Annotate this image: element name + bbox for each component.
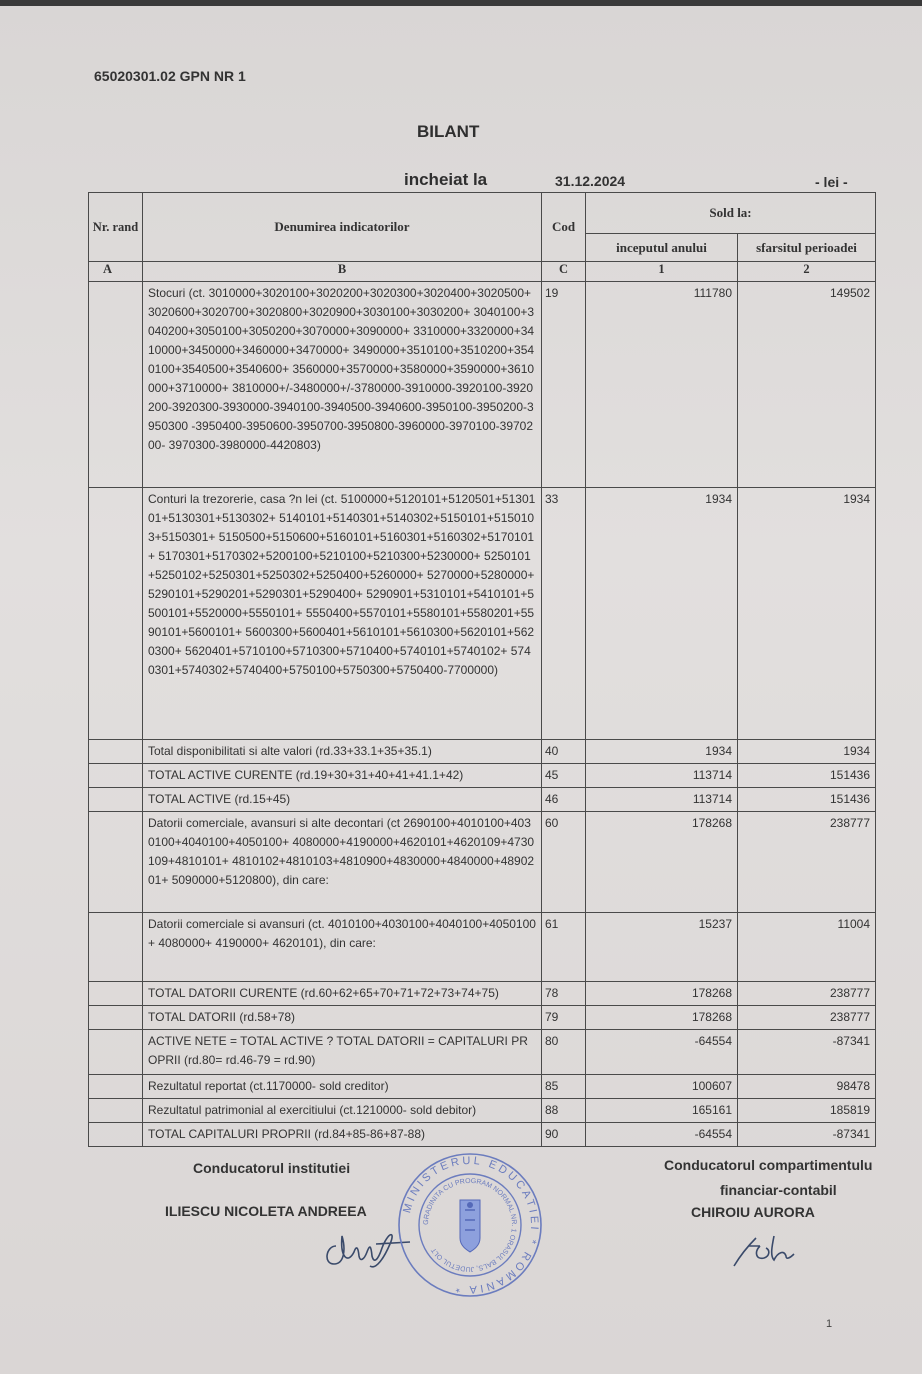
table-row (89, 740, 876, 764)
row-code: 45 (542, 764, 586, 788)
row-code: 33 (542, 488, 586, 740)
balance-sheet-table (88, 192, 876, 1147)
finance-head-role-line2: financiar-contabil (720, 1182, 837, 1198)
row-description: Conturi la trezorerie, casa ?n lei (ct. 5100000+5120101+5120501+5130101+5130301+5130302+ 5140101+5140301+5140302+5150101+5150103+5150301+ 5150500+5150600+5160101+5160301+5160302+5170101+ 5170301+5170302+5200100+5210100+5210300+5230000+ 5250101+5250102+5250301+5250302+5250400+5260000+ 5270000+5280000+5290101+5290201+5290301+5290400+ 5290901+5310101+5410101+5500101+5520000+5550101+ 5550400+5570101+5580101+5580201+5590101+5600101+ 5600300+5600401+5610101+5610300+5620101+5620300+ 5620401+5710100+5710300+5710400+5740101+5740102+ 5740301+5740302+5740400+5750100+5750300+5750400-7700000) (143, 488, 542, 740)
table-row (89, 1099, 876, 1123)
table-row (89, 788, 876, 812)
row-code: 90 (542, 1123, 586, 1147)
header-balance-at: Sold la: (586, 193, 876, 234)
row-end-of-period-value: 1934 (738, 488, 876, 740)
row-number (89, 913, 143, 982)
row-number (89, 740, 143, 764)
row-start-of-year-value: -64554 (586, 1123, 738, 1147)
row-code: 60 (542, 812, 586, 913)
row-start-of-year-value: 1934 (586, 740, 738, 764)
row-number (89, 982, 143, 1006)
row-number (89, 764, 143, 788)
row-start-of-year-value: 178268 (586, 812, 738, 913)
table-row (89, 982, 876, 1006)
row-start-of-year-value: 111780 (586, 282, 738, 488)
institution-stamp (395, 1150, 545, 1300)
header-start-of-year: inceputul anului (586, 234, 738, 262)
row-code: 79 (542, 1006, 586, 1030)
header-row-no: Nr. rand (89, 193, 143, 262)
row-end-of-period-value: 11004 (738, 913, 876, 982)
row-number (89, 1099, 143, 1123)
row-end-of-period-value: -87341 (738, 1030, 876, 1075)
table-row (89, 1030, 876, 1075)
finance-head-signature (730, 1232, 810, 1272)
column-letter-2: 2 (738, 262, 876, 282)
row-description: TOTAL CAPITALURI PROPRII (rd.84+85-86+87-88) (143, 1123, 542, 1147)
concluded-label: incheiat la (404, 170, 488, 189)
row-end-of-period-value: 151436 (738, 788, 876, 812)
report-date: 31.12.2024 (555, 173, 626, 189)
stamp-inner-text: GRADINITA CU PROGRAM NORMAL NR. 1 ORASUL BALS, JUDETUL OLT (422, 1177, 518, 1273)
row-start-of-year-value: 100607 (586, 1075, 738, 1099)
row-code: 46 (542, 788, 586, 812)
header-code: Cod (542, 193, 586, 262)
row-code: 78 (542, 982, 586, 1006)
row-description: Datorii comerciale, avansuri si alte decontari (ct 2690100+4010100+4030100+4040100+4050100+ 4080000+4190000+4620101+4620109+4730109+4810101+ 4810102+4810103+4810900+4830000+4840000+4890201+ 5090000+5120800), din care: (143, 812, 542, 913)
row-number (89, 282, 143, 488)
institution-head-role: Conducatorul institutiei (193, 1160, 351, 1176)
row-number (89, 1075, 143, 1099)
table-row (89, 1075, 876, 1099)
row-start-of-year-value: 1934 (586, 488, 738, 740)
row-start-of-year-value: -64554 (586, 1030, 738, 1075)
column-letter-1: 1 (586, 262, 738, 282)
row-description: ACTIVE NETE = TOTAL ACTIVE ? TOTAL DATORII = CAPITALURI PROPRII (rd.80= rd.46-79 = rd.90) (143, 1030, 542, 1075)
row-description: TOTAL ACTIVE (rd.15+45) (143, 788, 542, 812)
row-number (89, 1006, 143, 1030)
table-row (89, 764, 876, 788)
row-number (89, 788, 143, 812)
row-code: 40 (542, 740, 586, 764)
row-number (89, 488, 143, 740)
column-letter-a: A (89, 262, 143, 282)
row-code: 85 (542, 1075, 586, 1099)
header-end-of-period: sfarsitul perioadei (738, 234, 876, 262)
row-start-of-year-value: 113714 (586, 788, 738, 812)
document-title: BILANT (417, 122, 480, 141)
column-letter-c: C (542, 262, 586, 282)
row-end-of-period-value: 185819 (738, 1099, 876, 1123)
row-number (89, 812, 143, 913)
row-end-of-period-value: 151436 (738, 764, 876, 788)
table-row (89, 488, 876, 740)
row-end-of-period-value: 238777 (738, 1006, 876, 1030)
row-code: 61 (542, 913, 586, 982)
table-row (89, 913, 876, 982)
header-indicator: Denumirea indicatorilor (143, 193, 542, 262)
table-row (89, 812, 876, 913)
row-description: TOTAL DATORII CURENTE (rd.60+62+65+70+71+72+73+74+75) (143, 982, 542, 1006)
column-letter-b: B (143, 262, 542, 282)
document-code: 65020301.02 GPN NR 1 (94, 68, 246, 84)
row-start-of-year-value: 178268 (586, 982, 738, 1006)
row-description: Rezultatul patrimonial al exercitiului (ct.1210000- sold debitor) (143, 1099, 542, 1123)
finance-head-role-line1: Conducatorul compartimentulu (664, 1157, 873, 1173)
row-start-of-year-value: 165161 (586, 1099, 738, 1123)
row-end-of-period-value: 238777 (738, 812, 876, 913)
row-start-of-year-value: 178268 (586, 1006, 738, 1030)
row-end-of-period-value: 238777 (738, 982, 876, 1006)
currency-label: - lei - (815, 174, 848, 190)
row-start-of-year-value: 15237 (586, 913, 738, 982)
row-end-of-period-value: -87341 (738, 1123, 876, 1147)
row-end-of-period-value: 1934 (738, 740, 876, 764)
row-end-of-period-value: 149502 (738, 282, 876, 488)
row-description: Rezultatul reportat (ct.1170000- sold creditor) (143, 1075, 542, 1099)
table-row (89, 282, 876, 488)
row-description: Stocuri (ct. 3010000+3020100+3020200+3020300+3020400+3020500+ 3020600+3020700+3020800+3020900+3030100+3030200+ 3040100+3040200+3050100+3050200+3070000+3090000+ 3310000+3320000+3410000+3450000+3460000+3470000+ 3490000+3510100+3510200+3540100+3540500+3540600+ 3560000+3570000+3580000+3590000+3610000+3710000+ 3810000+/-3480000+/-3780000-3910000-3920100-3920200-3920300-3930000-3940100-3940500-3940600-3950100-3950200-3950300 -3950400-3950600-3950700-3950800-3960000-3970100-3970200- 3970300-3980000-4420803) (143, 282, 542, 488)
row-code: 88 (542, 1099, 586, 1123)
row-description: Datorii comerciale si avansuri (ct. 4010100+4030100+4040100+4050100+ 4080000+ 4190000+ 4620101), din care: (143, 913, 542, 982)
row-start-of-year-value: 113714 (586, 764, 738, 788)
table-row (89, 1006, 876, 1030)
table-row (89, 1123, 876, 1147)
finance-head-name: CHIROIU AURORA (691, 1204, 815, 1220)
institution-head-name: ILIESCU NICOLETA ANDREEA (165, 1203, 367, 1219)
page-number: 1 (826, 1318, 833, 1330)
row-code: 80 (542, 1030, 586, 1075)
row-code: 19 (542, 282, 586, 488)
row-number (89, 1123, 143, 1147)
row-description: TOTAL DATORII (rd.58+78) (143, 1006, 542, 1030)
row-description: Total disponibilitati si alte valori (rd.33+33.1+35+35.1) (143, 740, 542, 764)
row-number (89, 1030, 143, 1075)
stamp-outer-text: MINISTERUL EDUCATIEI * ROMANIA * (401, 1154, 541, 1296)
row-end-of-period-value: 98478 (738, 1075, 876, 1099)
row-description: TOTAL ACTIVE CURENTE (rd.19+30+31+40+41+41.1+42) (143, 764, 542, 788)
